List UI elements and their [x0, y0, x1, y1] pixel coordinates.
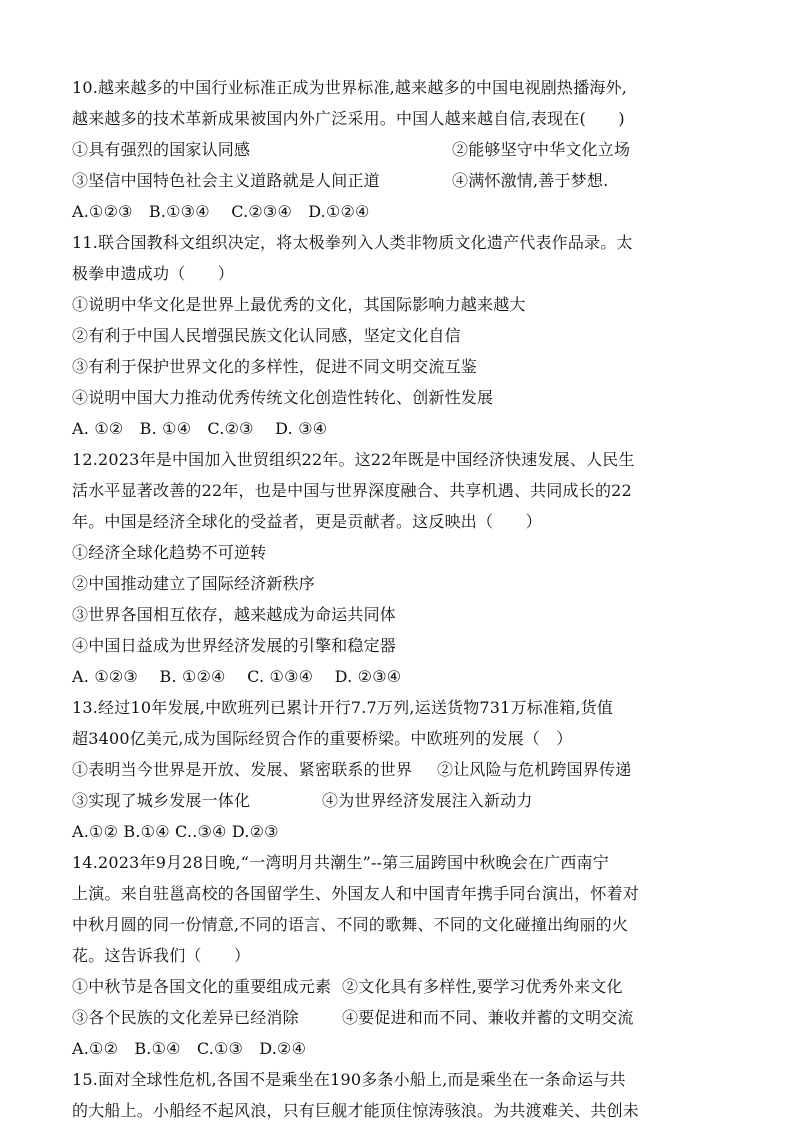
option-4: ④满怀激情,善于梦想.: [452, 171, 609, 190]
option-1: ①具有强烈的国家认同感: [72, 140, 251, 159]
option-3: ③实现了城乡发展一体化: [72, 791, 251, 810]
question-stem: 的大船上。小船经不起风浪，只有巨舰才能顶住惊涛骇浪。为共渡难关、共创未: [72, 1101, 640, 1120]
option-3: ③坚信中国特色社会主义道路就是人间正道: [72, 171, 380, 190]
question-stem: 14.2023年9月28日晚,“一湾明月共潮生”--第三届跨国中秋晚会在广西南宁: [72, 853, 609, 872]
question-10: [72, 72, 732, 227]
answer-choices: A.①② B.①④ C..③④ D.②③: [72, 822, 279, 841]
option-2: ②文化具有多样性,要学习优秀外来文化: [342, 977, 623, 996]
question-stem: 活水平显著改善的22年，也是中国与世界深度融合、共享机遇、共同成长的22: [72, 481, 632, 500]
question-stem: 年。中国是经济全球化的受益者，更是贡献者。这反映出（ ）: [72, 512, 542, 531]
question-12: [72, 444, 732, 692]
question-stem: 极拳申遗成功（ ）: [72, 264, 235, 283]
option-4: ④中国日益成为世界经济发展的引擎和稳定器: [72, 636, 397, 655]
question-11: [72, 227, 732, 444]
option-3: ③世界各国相互依存，越来越成为命运共同体: [72, 605, 397, 624]
option-1: ①中秋节是各国文化的重要组成元素: [72, 977, 332, 996]
option-row: [72, 1002, 732, 1033]
option-row: [72, 165, 732, 196]
question-13: [72, 692, 732, 847]
question-stem: 中秋月圆的同一份情意,不同的语言、不同的歌舞、不同的文化碰撞出绚丽的火: [72, 915, 629, 934]
question-stem: 15.面对全球性危机,各国不是乘坐在190多条小船上,而是乘坐在一条命运与共: [72, 1070, 626, 1089]
answer-choices: A.①②③ B.①③④ C.②③④ D.①②④: [72, 202, 370, 221]
question-stem: 超3400亿美元,成为国际经贸合作的重要桥梁。中欧班列的发展（ ）: [72, 729, 573, 748]
option-row: [72, 971, 732, 1002]
option-1: ①说明中华文化是世界上最优秀的文化，其国际影响力越来越大: [72, 295, 526, 314]
question-stem: 13.经过10年发展,中欧班列已累计开行7.7万列,运送货物731万标准箱,货值: [72, 698, 614, 717]
option-row: [72, 134, 732, 165]
option-4: ④要促进和而不同、兼收并蓄的文明交流: [342, 1008, 634, 1027]
question-14: [72, 847, 732, 1064]
answer-choices: A. ①② B. ①④ C.②③ D. ③④: [72, 419, 328, 438]
question-stem: 11.联合国教科文组织决定，将太极拳列入人类非物质文化遗产代表作品录。太: [72, 233, 633, 252]
option-3: ③各个民族的文化差异已经消除: [72, 1008, 299, 1027]
option-row: [72, 785, 732, 816]
option-3: ③有利于保护世界文化的多样性，促进不同文明交流互鉴: [72, 357, 478, 376]
option-1: ①经济全球化趋势不可逆转: [72, 543, 267, 562]
question-stem: 花。这告诉我们（ ）: [72, 946, 251, 965]
option-4: ④为世界经济发展注入新动力: [322, 791, 533, 810]
option-2: ②中国推动建立了国际经济新秩序: [72, 574, 316, 593]
answer-choices: A. ①②③ B. ①②④ C. ①③④ D. ②③④: [72, 667, 402, 686]
option-row: [72, 754, 732, 785]
question-stem: 上演。来自驻邕高校的各国留学生、外国友人和中国青年携手同台演出，怀着对: [72, 884, 640, 903]
exam-page: [72, 72, 732, 1126]
option-2: ②让风险与危机跨国界传递: [437, 760, 632, 779]
question-stem: 10.越来越多的中国行业标准正成为世界标准,越来越多的中国电视剧热播海外,: [72, 78, 628, 97]
option-1: ①表明当今世界是开放、发展、紧密联系的世界: [72, 760, 413, 779]
option-2: ②能够坚守中华文化立场: [452, 140, 631, 159]
question-stem: 越来越多的技术革新成果被国内外广泛采用。中国人越来越自信,表现在( ): [72, 109, 625, 128]
answer-choices: A.①② B.①④ C.①③ D.②④: [72, 1039, 307, 1058]
question-stem: 12.2023年是中国加入世贸组织22年。这22年既是中国经济快速发展、人民生: [72, 450, 635, 469]
option-4: ④说明中国大力推动优秀传统文化创造性转化、创新性发展: [72, 388, 494, 407]
option-2: ②有利于中国人民增强民族文化认同感，坚定文化自信: [72, 326, 461, 345]
question-15: [72, 1064, 732, 1126]
